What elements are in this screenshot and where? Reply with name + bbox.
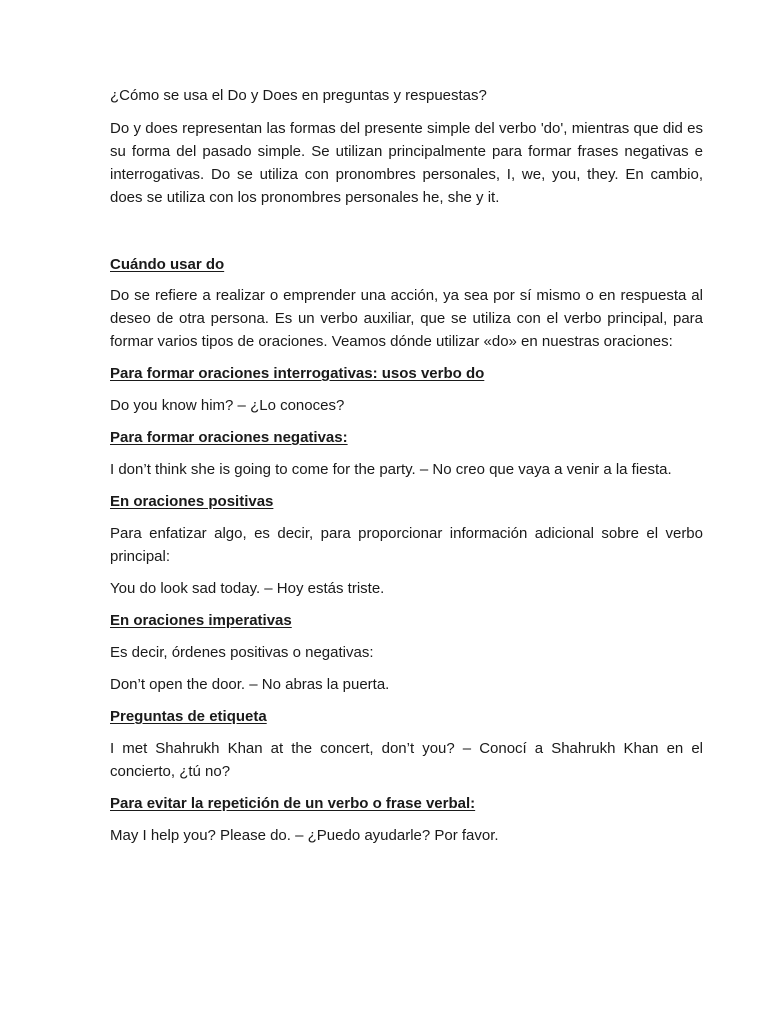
intro-paragraph: Do y does representan las formas del presente simple del verbo 'do', mientras que did es su forma del pasado simple. Se utilizan principalmente para formar frases negativas e interrogativas. Do se utiliza con pronombres personales, I, we, you, they. En cambio, does se utiliza con los pronombres personales he, she y it. [110,120,703,206]
example-negativa: I don’t think she is going to come for the party. – No creo que vaya a venir a la fiesta. [110,461,672,478]
example-positiva: You do look sad today. – Hoy estás triste. [110,580,385,597]
heading-preguntas-etiqueta: Preguntas de etiqueta [110,708,267,725]
heading-positivas: En oraciones positivas [110,493,274,510]
document-page [110,84,703,847]
imperative-paragraph: Es decir, órdenes positivas o negativas: [110,644,374,661]
question-line: ¿Cómo se usa el Do y Does en preguntas y respuestas? [110,87,487,104]
example-etiqueta: I met Shahrukh Khan at the concert, don’t you? – Conocí a Shahrukh Khan en el concierto, ¿tú no? [110,740,703,780]
positive-paragraph: Para enfatizar algo, es decir, para proporcionar información adicional sobre el verbo principal: [110,525,703,565]
when-paragraph: Do se refiere a realizar o emprender una acción, ya sea por sí mismo o en respuesta al deseo de otra persona. Es un verbo auxiliar, que se utiliza con el verbo principal, para formar varios tipos de oraciones. Veamos dónde utilizar «do» en nuestras oraciones: [110,287,703,350]
example-imperativa: Don’t open the door. – No abras la puerta. [110,676,390,693]
heading-interrogativas: Para formar oraciones interrogativas: usos verbo do [110,365,485,382]
heading-cuando-usar-do: Cuándo usar do [110,256,225,273]
example-repeticion: May I help you? Please do. – ¿Puedo ayudarle? Por favor. [110,827,499,844]
heading-imperativas: En oraciones imperativas [110,612,292,629]
example-interrogativa: Do you know him? – ¿Lo conoces? [110,397,345,414]
heading-negativas: Para formar oraciones negativas: [110,429,348,446]
heading-evitar-repeticion: Para evitar la repetición de un verbo o frase verbal: [110,795,476,812]
